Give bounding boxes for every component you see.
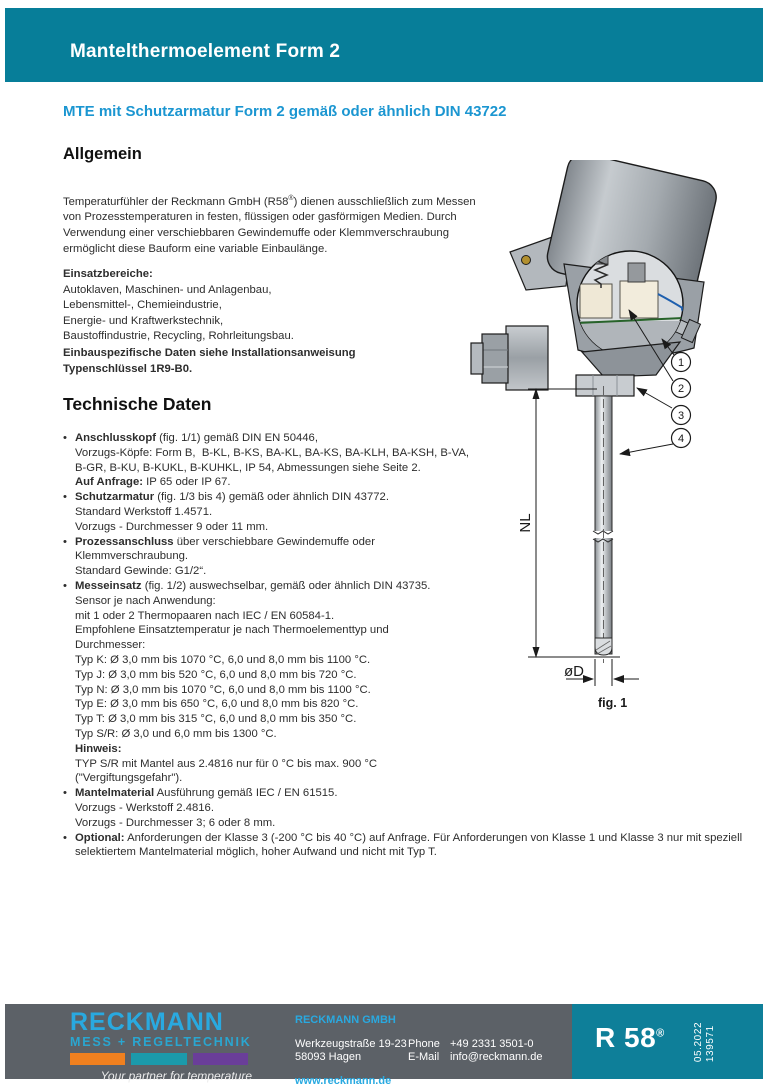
bullet-item: • Anschlusskopf (fig. 1/1) gemäß DIN EN 50446, Vorzugs-Köpfe: Form B, B-KL, B-KS, BA-KL, BA-KS, BA-KLH, BA-KSH, B-VA, B-GR, B-KU, B-KUKL, B-KUHKL, IP 54, Abmessungen siehe Seite 2. Auf Anfrage: IP 65 oder IP 67. [63,432,470,489]
einsatzbereiche-block [63,267,294,345]
company-name: RECKMANN GMBH [295,1014,396,1026]
section-heading-technische-daten: Technische Daten [63,394,212,414]
email-address: info@reckmann.de [450,1051,543,1063]
install-note: Einbauspezifische Daten siehe Installationsanweisung Typenschlüssel 1R9-B0. [63,347,356,375]
figure-1-drawing [470,160,768,720]
footer-bar [5,1004,763,1086]
bullet-item: • Mantelmaterial Ausführung gemäß IEC / EN 61515. Vorzugs - Werkstoff 2.4816. Vorzugs - Durchmesser 3; 6 oder 8 mm. [63,787,338,829]
callout-1: 1 [677,357,685,369]
contact-details [408,1038,543,1065]
einsatzbereiche-lines: Autoklaven, Maschinen- und Anlagenbau, Lebensmittel-, Chemieindustrie, Energie- und Kraftwerkstechnik, Baustoffindustrie, Recycling, Rohrleitungsbau. [63,283,294,343]
logo-bar-teal [131,1053,186,1065]
document-number: 05.2022 139571 [692,1021,716,1062]
logo-tagline: Your partner for temperature [100,1069,252,1083]
logo-color-bars [70,1053,248,1065]
brand-block [572,1004,763,1079]
paragraph-line: Temperaturfühler der Reckmann GmbH (R58®) dienen ausschließlich zum Messen [63,195,476,208]
cable-gland [471,326,548,390]
figure-caption: fig. 1 [598,696,628,710]
footer-contact-block [295,1014,543,1086]
einsatzbereiche-heading: Einsatzbereiche: [63,268,153,280]
bullet-item: • Schutzarmatur (fig. 1/3 bis 4) gemäß oder ähnlich DIN 43772. Standard Werkstoff 1.4571. Vorzugs - Durchmesser 9 oder 11 mm. [63,491,389,533]
protection-tube [593,386,614,663]
registered-mark: ® [288,195,294,202]
bullet-item: • Prozessanschluss über verschiebbare Gewindemuffe oder Klemmverschraubung. Standard Gewinde: G1/2“. [63,535,375,578]
callout-4: 4 [677,433,685,445]
brand-registered-mark: ® [656,1027,665,1040]
callout-balloons [672,353,691,448]
bullet-item: • Messeinsatz (fig. 1/2) auswechselbar, gemäß oder ähnlich DIN 43735. Sensor je nach Anwendung: mit 1 oder 2 Thermopaaren nach IEC / EN 60584-1. Empfohlene Einsatztemperatur je nach Thermoelementtyp und Durchmesser: Typ K: Ø 3,0 mm bis 1070 °C, 6,0 und 8,0 mm bis 1100 °C. Typ J: Ø 3,0 mm bis 520 °C, 6,0 und 8,0 mm bis 720 °C. Typ N: Ø 3,0 mm bis 1070 °C, 6,0 und 8,0 mm bis 1100 °C. Typ E: Ø 3,0 mm bis 650 °C, 6,0 und 8,0 mm bis 820 °C. Typ T: Ø 3,0 mm bis 315 °C, 6,0 und 8,0 mm bis 350 °C. Typ S/R: Ø 3,0 und 6,0 mm bis 1300 °C. Hinweis: TYP S/R mit Mantel aus 2.4816 nur für 0 °C bis max. 900 °C ("Vergiftungsgefahr"). [63,579,431,785]
bullet-item: • Optional: Anforderungen der Klasse 3 (-200 °C bis 40 °C) auf Anfrage. Für Anforderungen von Klasse 1 und Klasse 3 nur mit speziell selektiertem Mantelmaterial möglich, hoher Aufwand und nicht mit Typ T. [63,831,743,859]
nl-label: NL [517,513,534,533]
intro-paragraph [63,191,476,257]
callout-2: 2 [677,383,685,395]
company-logo [70,1010,252,1083]
section-heading-allgemein: Allgemein [63,145,142,163]
email-label: E-Mail [408,1051,440,1063]
website-url: www.reckmann.de [295,1074,392,1086]
thread-bushing [576,375,634,396]
logo-bar-orange [70,1053,125,1065]
od-label: øD [564,663,584,680]
logo-subtitle: MESS + REGELTECHNIK [70,1035,252,1049]
header-bar [5,8,763,82]
phone-number: +49 2331 3501-0 [450,1037,534,1050]
paragraph-lines: von Prozesstemperaturen in festen, flüssigen oder gasförmigen Medien. Durch Verwendung einer verschiebbaren Gewindemuffe oder Klemmverschraubung ermöglicht diese Bauform eine variable Einbaulänge. [63,211,457,255]
company-address: Werkzeugstraße 19-23 58093 Hagen [295,1037,407,1063]
callout-3: 3 [677,410,685,422]
logo-wordmark: RECKMANN [70,1008,224,1036]
brand-r58: R 58® [595,1022,665,1053]
subtitle: MTE mit Schutzarmatur Form 2 gemäß oder ähnlich DIN 43722 [63,103,507,120]
logo-bar-purple [193,1053,248,1065]
phone-label: Phone [408,1037,440,1050]
page-title: Mantelthermoelement Form 2 [70,41,341,62]
